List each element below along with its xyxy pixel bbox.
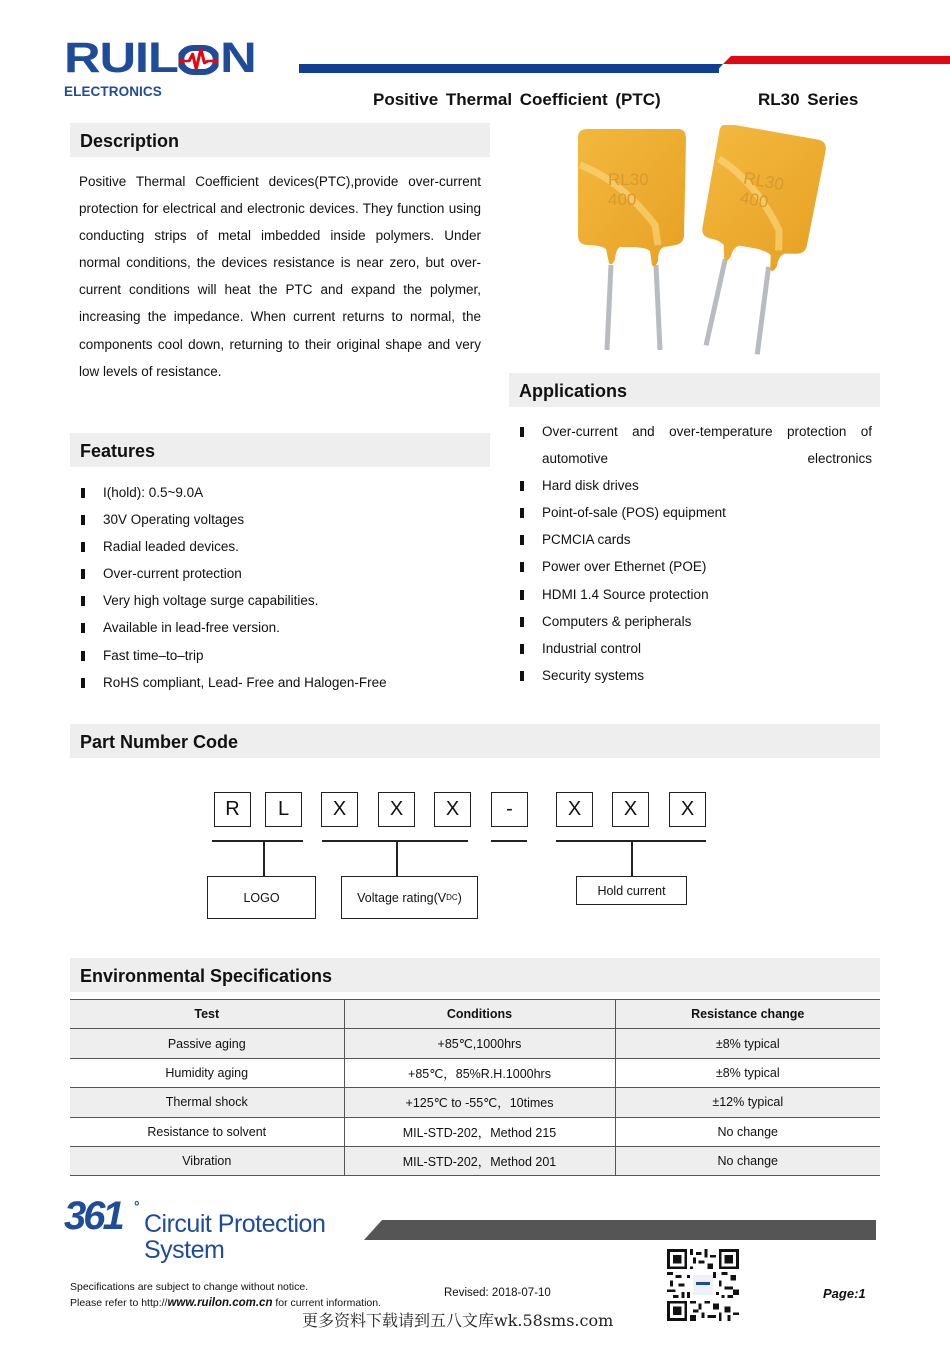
list-item: Radial leaded devices. <box>79 533 481 560</box>
bullet-icon <box>81 623 85 633</box>
heartbeat-o-icon <box>179 43 219 73</box>
website-link[interactable]: www.ruilon.com.cn <box>167 1297 273 1309</box>
pn-char-box: X <box>556 792 593 827</box>
series-name: RL30 Series <box>758 90 859 109</box>
cell-conditions: MIL-STD-202，Method 215 <box>344 1117 615 1146</box>
description-text: Positive Thermal Coefficient devices(PTC),provide over-current protection for electrical and electronic devices. They function using conducting strips of metal imbedded inside polymers. Under normal conditions, the devices resistance is near zero, but over-current conditions will heat the PTC and expand the polymer, increasing the impedance. When current returns to normal, the components cool down, returning to their original shape and very low levels of resistance. <box>79 174 481 379</box>
cell-resistance-change: ±8% typical <box>615 1058 880 1087</box>
cell-resistance-change: No change <box>615 1117 880 1146</box>
header-bar-blue <box>299 64 719 73</box>
logo-circuit-protection: Circuit Protection <box>144 1210 326 1238</box>
list-item: Available in lead-free version. <box>79 614 481 641</box>
bullet-icon <box>520 617 524 627</box>
applications-heading: Applications <box>509 373 880 407</box>
bullet-icon <box>81 488 85 498</box>
logo-subtitle: ELECTRONICS <box>64 84 162 99</box>
hold-current-label: Hold current <box>576 876 687 905</box>
revised-date: Revised: 2018-07-10 <box>444 1287 551 1299</box>
disclaimer-line2: Please refer to http://www.ruilon.com.cn for current information. <box>70 1297 382 1309</box>
pn-char-box: X <box>669 792 706 827</box>
environmental-spec-table <box>70 999 880 1176</box>
voltage-rating-label: Voltage rating(V DC ) <box>341 876 478 919</box>
pn-char-box: - <box>491 792 528 827</box>
ptc-device-left <box>578 129 686 350</box>
page-number: Page:1 <box>823 1286 866 1301</box>
list-item: RoHS compliant, Lead- Free and Halogen-Free <box>79 669 481 696</box>
disclaimer-line1: Specifications are subject to change without notice. <box>70 1281 309 1293</box>
description-heading: Description <box>70 123 490 157</box>
bullet-icon <box>520 427 524 437</box>
marking-400-right: 400 <box>738 188 770 212</box>
bullet-icon <box>81 542 85 552</box>
logo-text-ruil: RUIL <box>64 34 178 82</box>
table-row <box>70 1117 880 1146</box>
features-heading: Features <box>70 433 490 467</box>
list-item: I(hold): 0.5~9.0A <box>79 479 481 506</box>
column-header-test: Test <box>70 1000 344 1029</box>
ruilon-logo <box>64 34 279 99</box>
list-item: Very high voltage surge capabilities. <box>79 587 481 614</box>
list-item: Power over Ethernet (POE) <box>518 553 872 580</box>
logo-system: System <box>144 1236 225 1264</box>
cell-test: Thermal shock <box>70 1088 344 1117</box>
product-photo <box>560 125 830 360</box>
bullet-icon <box>520 535 524 545</box>
list-item: Computers & peripherals <box>518 608 872 635</box>
logo-connector <box>263 840 265 876</box>
column-header-conditions: Conditions <box>344 1000 615 1029</box>
pn-char-box: R <box>214 792 251 827</box>
disclaimer-note <box>70 1279 381 1311</box>
pn-char-box: X <box>434 792 471 827</box>
marking-400-left: 400 <box>608 190 637 209</box>
cell-resistance-change: ±12% typical <box>615 1088 880 1117</box>
bullet-icon <box>81 569 85 579</box>
list-item: PCMCIA cards <box>518 526 872 553</box>
table-row <box>70 1146 880 1175</box>
bullet-icon <box>81 515 85 525</box>
list-item: Industrial control <box>518 635 872 662</box>
cell-conditions: +125℃ to -55℃，10times <box>344 1088 615 1117</box>
logo-text-n: N <box>220 34 256 82</box>
cell-resistance-change: No change <box>615 1146 880 1175</box>
part-number-heading: Part Number Code <box>70 724 880 758</box>
hold-connector <box>631 840 633 876</box>
environmental-heading: Environmental Specifications <box>70 958 880 992</box>
marking-rl30-left: RL30 <box>608 170 649 189</box>
features-list <box>79 479 481 696</box>
column-header-resistance-change: Resistance change <box>615 1000 880 1029</box>
list-item: Over-current protection <box>79 560 481 587</box>
pn-char-box: X <box>612 792 649 827</box>
cell-conditions: +85℃，85%R.H.1000hrs <box>344 1058 615 1087</box>
footer-bar <box>364 1220 876 1240</box>
voltage-bracket-line <box>322 840 468 842</box>
degree-icon: ° <box>134 1198 140 1214</box>
table-row <box>70 1029 880 1058</box>
table-row <box>70 1058 880 1087</box>
cell-resistance-change: ±8% typical <box>615 1029 880 1058</box>
list-item: HDMI 1.4 Source protection <box>518 581 872 608</box>
cell-test: Vibration <box>70 1146 344 1175</box>
bullet-icon <box>520 644 524 654</box>
bullet-icon <box>520 590 524 600</box>
list-item: Over-current and over-temperature protection of automotive electronics <box>518 418 872 472</box>
watermark-text: 更多资料下载请到五八文库wk.58sms.com <box>302 1311 614 1330</box>
cell-conditions: +85℃,1000hrs <box>344 1029 615 1058</box>
bullet-icon <box>81 596 85 606</box>
logo-361: 361 <box>64 1194 122 1238</box>
list-item: Fast time–to–trip <box>79 642 481 669</box>
ptc-device-right <box>682 125 827 360</box>
logo-wordmark <box>64 34 318 82</box>
dash-bracket-line <box>491 840 527 842</box>
voltage-connector <box>396 840 398 876</box>
bullet-icon <box>81 678 85 688</box>
bullet-icon <box>520 508 524 518</box>
bullet-icon <box>520 481 524 491</box>
cell-test: Resistance to solvent <box>70 1117 344 1146</box>
cell-test: Humidity aging <box>70 1058 344 1087</box>
list-item: Security systems <box>518 662 872 689</box>
pn-char-box: X <box>378 792 415 827</box>
marking-rl30-right: RL30 <box>742 168 786 195</box>
bullet-icon <box>81 651 85 661</box>
qr-code-icon[interactable] <box>667 1249 739 1321</box>
logo-label: LOGO <box>207 876 316 919</box>
list-item: Hard disk drives <box>518 472 872 499</box>
header-bar-red <box>705 56 950 73</box>
pn-char-box: L <box>265 792 302 827</box>
table-header-row <box>70 1000 880 1029</box>
list-item: Point-of-sale (POS) equipment <box>518 499 872 526</box>
bullet-icon <box>520 671 524 681</box>
logo-bracket-line <box>212 840 303 842</box>
table-row <box>70 1088 880 1117</box>
pn-char-box: X <box>321 792 358 827</box>
cell-test: Passive aging <box>70 1029 344 1058</box>
cell-conditions: MIL-STD-202，Method 201 <box>344 1146 615 1175</box>
bullet-icon <box>520 562 524 572</box>
document-title: Positive Thermal Coefficient (PTC) <box>373 90 661 109</box>
applications-list <box>518 418 872 689</box>
list-item: 30V Operating voltages <box>79 506 481 533</box>
